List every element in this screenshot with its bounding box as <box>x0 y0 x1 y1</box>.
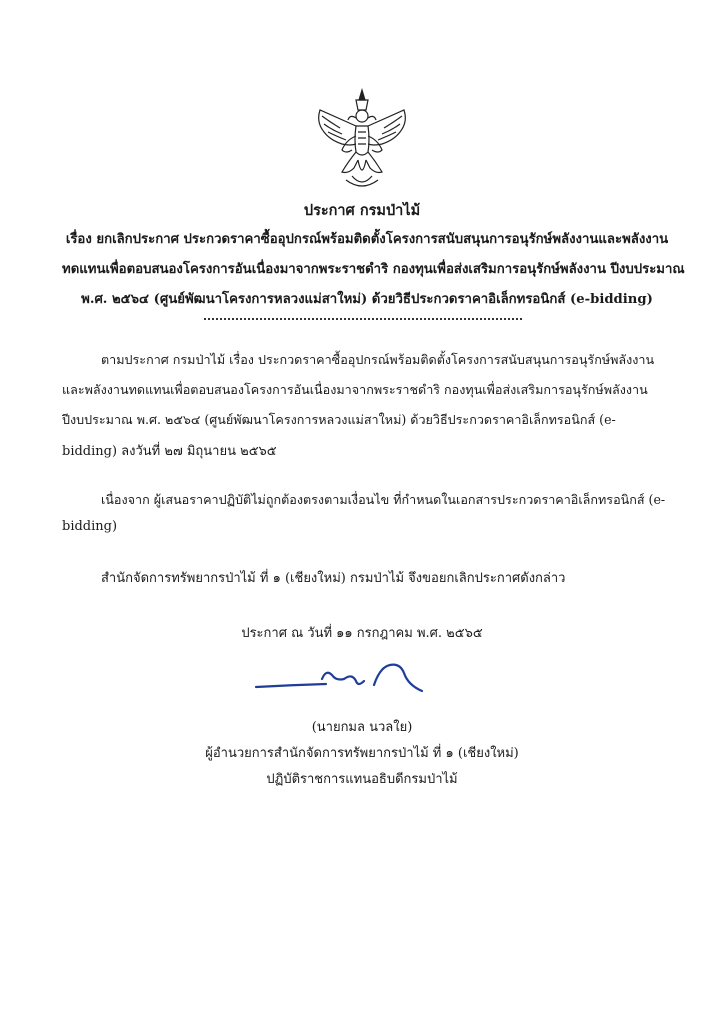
paragraph-1-line-4: bidding) ลงวันที่ ๒๗ มิถุนายน ๒๕๖๕ <box>62 444 277 459</box>
signatory-name: (นายกมล นวลใย) <box>311 720 413 735</box>
paragraph-1-line-3: ปีงบประมาณ พ.ศ. ๒๕๖๔ (ศูนย์พัฒนาโครงการหลวงแม่สาใหม่) ด้วยวิธีประกวดราคาอิเล็กทรอนิกส์ (e- <box>62 412 616 427</box>
garuda-emblem-icon <box>312 88 412 190</box>
subject-line-2: ทดแทนเพื่อตอบสนองโครงการอันเนื่องมาจากพระราชดำริ กองทุนเพื่อส่งเสริมการอนุรักษ์พลังงาน ปีงบประมาณ <box>62 262 685 277</box>
signatory-position: ผู้อำนวยการสำนักจัดการทรัพยากรป่าไม้ ที่ ๑ (เชียงใหม่) <box>205 746 519 761</box>
paragraph-3: สำนักจัดการทรัพยากรป่าไม้ ที่ ๑ (เชียงใหม่) กรมป่าไม้ จึงขอยกเลิกประกาศดังกล่าว <box>101 571 566 586</box>
date-line: ประกาศ ณ วันที่ ๑๑ กรกฎาคม พ.ศ. ๒๕๖๕ <box>241 626 483 641</box>
paragraph-2-line-2: bidding) <box>62 519 118 534</box>
dotted-separator <box>204 318 522 320</box>
announcement-title: ประกาศ กรมป่าไม้ <box>303 202 421 219</box>
subject-line-1: เรื่อง ยกเลิกประกาศ ประกวดราคาซื้ออุปกรณ์พร้อมติดตั้งโครงการสนับสนุนการอนุรักษ์พลังงานและพลังงาน <box>65 232 669 247</box>
paragraph-2-line-1: เนื่องจาก ผู้เสนอราคาปฏิบัติไม่ถูกต้องตรงตามเงื่อนไข ที่กำหนดในเอกสารประกวดราคาอิเล็กทรอนิกส์ (e- <box>101 492 666 507</box>
subject-line-3: พ.ศ. ๒๕๖๔ (ศูนย์พัฒนาโครงการหลวงแม่สาใหม่) ด้วยวิธีประกวดราคาอิเล็กทรอนิกส์ (e-bidding) <box>81 292 653 307</box>
paragraph-1-line-2: และพลังงานทดแทนเพื่อตอบสนองโครงการอันเนื่องมาจากพระราชดำริ กองทุนเพื่อส่งเสริมการอนุรักษ์พลังงาน <box>62 382 648 397</box>
signature-icon <box>252 655 432 699</box>
paragraph-1-line-1: ตามประกาศ กรมป่าไม้ เรื่อง ประกวดราคาซื้ออุปกรณ์พร้อมติดตั้งโครงการสนับสนุนการอนุรักษ์พลังงาน <box>101 352 655 367</box>
signatory-acting: ปฏิบัติราชการแทนอธิบดีกรมป่าไม้ <box>266 772 458 787</box>
